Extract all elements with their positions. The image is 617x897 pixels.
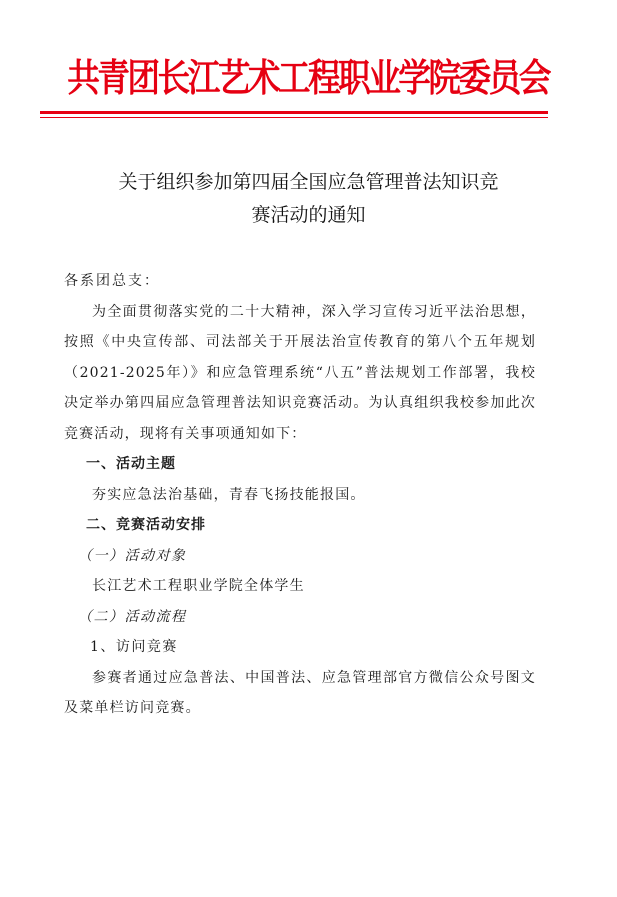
list-item-body: 参赛者通过应急普法、中国普法、应急管理部官方微信公众号图文及菜单栏访问竞赛。 (64, 669, 536, 716)
subsection-2-heading: （二）活动流程 (78, 608, 187, 625)
subsection-1-heading: （一）活动对象 (78, 547, 187, 564)
intro-paragraph: 为全面贯彻落实党的二十大精神，深入学习宣传习近平法治思想，按照《中央宣传部、司法部关于开展法治宣传教育的第八个五年规划（2021-2025年）》和应急管理系统“八五”普法规划工作部署，我校决定举办第四届应急管理普法知识竞赛活动。为认真组织我校参加此次竞赛活动，现将有关事项通知如下： (64, 303, 536, 442)
letterhead-title: 共青团长江艺术工程职业学院委员会 (67, 56, 550, 100)
notice-body (64, 266, 536, 724)
subsection-1-body: 长江艺术工程职业学院全体学生 (92, 578, 305, 594)
notice-title-line-1: 关于组织参加第四届全国应急管理普法知识竞 (118, 171, 499, 193)
letterhead-rule-thin (40, 117, 548, 118)
section-1-heading: 一、活动主题 (86, 456, 176, 472)
letterhead-rule-thick (40, 111, 548, 114)
letterhead (0, 52, 617, 104)
notice-title (60, 166, 557, 232)
salutation: 各系团总支： (64, 273, 160, 289)
section-2-heading: 二、竞赛活动安排 (86, 517, 206, 533)
section-1-body: 夯实应急法治基础，青春飞扬技能报国。 (92, 486, 366, 503)
notice-title-line-2: 赛活动的通知 (251, 204, 366, 226)
list-item-label: 1、访问竞赛 (90, 639, 178, 655)
